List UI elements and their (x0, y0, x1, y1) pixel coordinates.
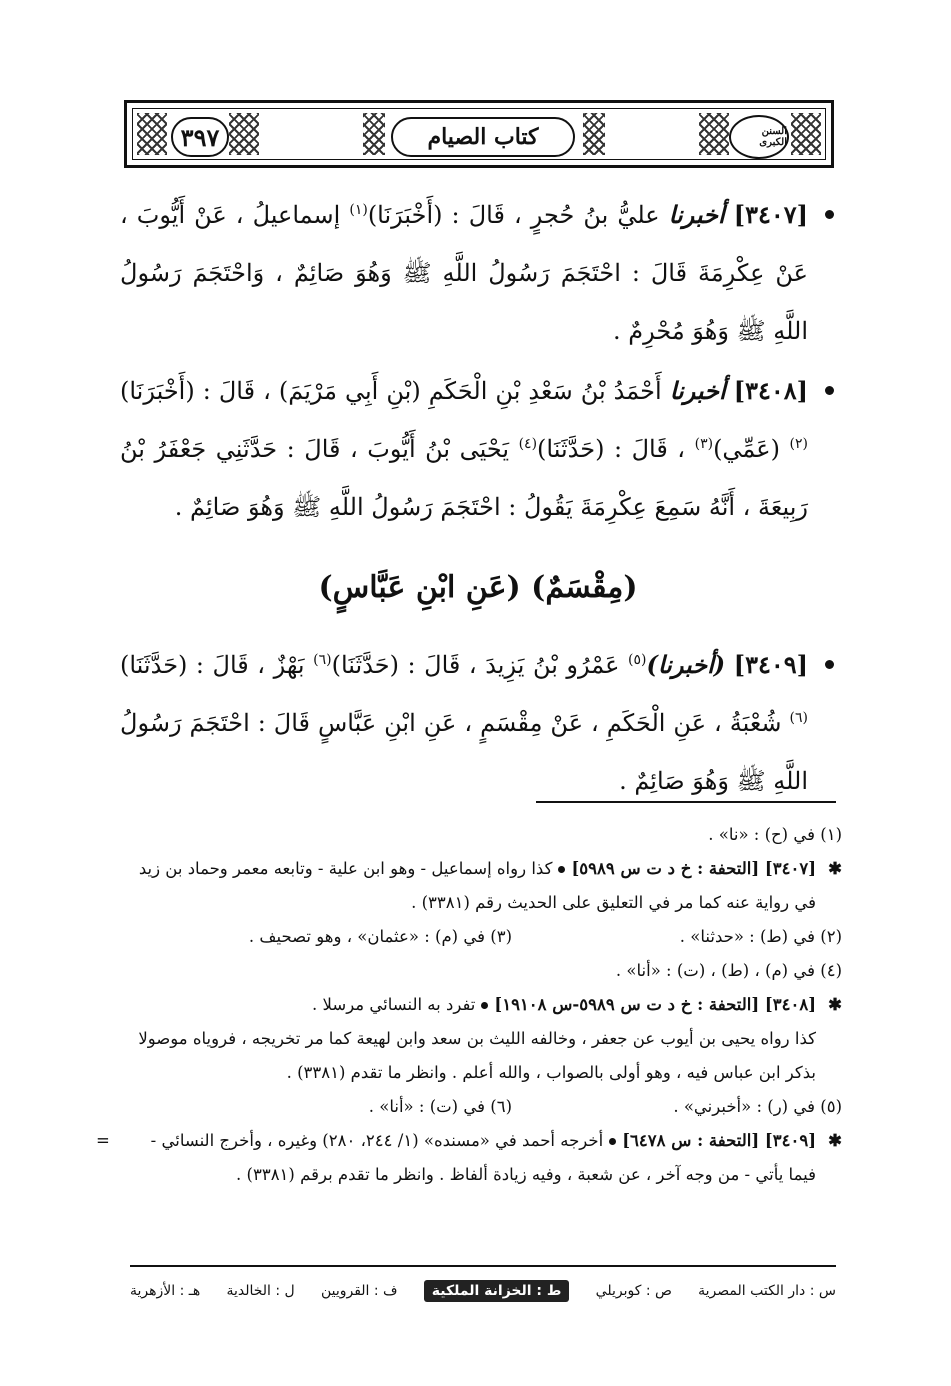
footnote-4: (٤) في (م) ، (ط) ، (ت) : «أنا» . (615, 961, 842, 980)
key-t: ط : الخزانة الملكية (424, 1280, 570, 1302)
isnad-text: (عَمِّي) (713, 435, 780, 463)
book-title: كتاب الصيام (391, 117, 575, 157)
page-number: ٣٩٧ (171, 117, 229, 157)
isnad-text: عَمْرُو بْنُ يَزِيدَ ، قَالَ : (حَدَّثَنَا) (331, 651, 620, 679)
star-icon: ✱ (828, 859, 842, 878)
star-icon: ✱ (828, 995, 842, 1014)
tuhfa-ref: [٣٤٠٩] [التحفة : س ٦٤٧٨] (622, 1131, 816, 1150)
series-emblem (729, 115, 789, 159)
hadith-number: [٣٤٠٧] (733, 200, 808, 229)
bullet (825, 386, 834, 395)
footnote-ref: (٦) (313, 652, 332, 668)
bullet (825, 210, 834, 219)
page-header (124, 100, 834, 168)
footnote-ref: (٢) (789, 436, 808, 452)
key-h: هـ : الأزهرية (130, 1283, 201, 1299)
continued-mark: = (96, 1131, 110, 1150)
footnote-ref: (٣) (694, 436, 714, 452)
isnad-opening: أخبرنا (668, 200, 725, 229)
isnad-text: بَهْزٌ ، قَالَ : (حَدَّثَنَا) (120, 651, 305, 679)
hadith-number: [٣٤٠٩] (733, 650, 808, 679)
hadith-3409 (120, 636, 836, 810)
key-l: ل : الخالدية (226, 1283, 295, 1299)
isnad-text: عليُّ بنُ حُجرٍ ، قَالَ : (أَخْبَرَنَا) (367, 201, 660, 229)
ornament-mid-right (583, 113, 605, 155)
isnad-text: أَحْمَدُ بْنُ سَعْدِ بْنِ الْحَكَمِ (بْنِ أَبِي مَرْيَمَ) ، قَالَ : (أَخْبَرَنَا) (120, 377, 662, 405)
hadith-3408 (120, 362, 836, 536)
matn-text: إسماعيلُ ، عَنْ أَيُّوبَ ، عَنْ عِكْرِمَةَ قَالَ : احْتَجَمَ رَسُولُ اللَّهِ ﷺ وَهُوَ صَائِمٌ ، وَاحْتَجَمَ رَسُولُ اللَّهِ ﷺ وَهُوَ مُحْرِمٌ . (120, 201, 808, 345)
takhrij-3408-body: كذا رواه يحيى بن أيوب عن جعفر ، وخالفه الليث بن سعد وابن لهيعة كما مر تخريجه ، فروياه موصولا بذكر ابن عباس فيه ، وهو أولى بالصواب ، والله أعلم . وانظر ما تقدم (٣٣٨١) . (138, 1029, 816, 1082)
footnote-ref: (٤) (518, 436, 538, 452)
dot-icon (609, 1138, 616, 1145)
ornament-right-outer (791, 113, 821, 155)
matn-text: يَحْيَى بْنُ أَيُّوبَ ، قَالَ : حَدَّثَنِي جَعْفَرُ بْنُ رَبِيعَةَ ، أَنَّهُ سَمِعَ عِكْرِمَةَ يَقُولُ : احْتَجَمَ رَسُولُ اللَّهِ ﷺ وَهُوَ صَائِمٌ . (120, 435, 808, 521)
tuhfa-ref: [٣٤٠٨] [التحفة : خ د ت س ٥٩٨٩-س ١٩١٠٨] (494, 995, 816, 1014)
ornament-right-inner (699, 113, 729, 155)
tuhfa-ref: [٣٤٠٧] [التحفة : خ د ت س ٥٩٨٩] (571, 859, 816, 878)
key-s: س : دار الكتب المصرية (698, 1283, 836, 1299)
footnote-5: (٥) في (ر) : «أخبرني» . (673, 1097, 842, 1116)
takhrij-text: تفرد به النسائي مرسلا . (312, 995, 476, 1014)
key-sad: ص : كوبريلي (595, 1283, 672, 1299)
footnote-3: (٣) في (م) : «عثمان» ، وهو تصحيف . (248, 927, 512, 946)
main-text (120, 186, 836, 812)
footnotes-5-6 (120, 1090, 842, 1124)
isnad-opening: أخبرنا (669, 376, 726, 405)
bullet (825, 660, 834, 669)
footer-separator (130, 1265, 836, 1267)
footnote-2: (٢) في (ط) : «حدثنا» . (679, 927, 842, 946)
footnote-6: (٦) في (ت) : «أنا» . (368, 1097, 512, 1116)
dot-icon (481, 1002, 488, 1009)
footnotes (96, 818, 842, 1192)
ornament-left-inner (229, 113, 259, 155)
hadith-3407 (120, 186, 836, 360)
footnote-ref: (٦) (789, 710, 809, 726)
ornament-mid-left (363, 113, 385, 155)
emblem-text: السنن الكبرى (759, 126, 787, 148)
manuscript-key (130, 1276, 836, 1306)
matn-text: شُعْبَةُ ، عَنِ الْحَكَمِ ، عَنْ مِقْسَمٍ ، عَنِ ابْنِ عَبَّاسٍ قَالَ : احْتَجَمَ رَسُولُ اللَّهِ ﷺ وَهُوَ صَائِمٌ . (120, 709, 808, 795)
footnote-separator (536, 801, 836, 803)
ornament-left-outer (137, 113, 167, 155)
footnote-ref: (١) (349, 202, 368, 218)
hadith-number: [٣٤٠٨] (733, 376, 808, 405)
footnotes-2-3 (120, 920, 842, 954)
section-heading: (مِقْسَمٌ) (عَنِ ابْنِ عَبَّاسٍ) (318, 570, 638, 605)
isnad-opening: (أخبرنا) (646, 650, 726, 679)
key-f: ف : القرويين (320, 1283, 398, 1299)
takhrij-text: كذا رواه إسماعيل - وهو ابن علية - وتابعه معمر وحماد بن زيد في رواية عنه كما مر في التعليق على الحديث رقم (٣٣٨١) . (138, 859, 816, 912)
takhrij-text: أخرجه أحمد في «مسنده» (١/ ٢٤٤، ٢٨٠) وغيره ، وأخرج النسائي - فيما يأتي - من وجه آخر ، عن شعبة ، وفيه زيادة ألفاظ . وانظر ما تقدم برقم (٣٣٨١) . (150, 1131, 816, 1184)
takhrij-3408 (120, 988, 842, 1022)
header-frame (132, 108, 826, 160)
footnote-1: (١) في (ح) : «نا» . (708, 825, 842, 844)
takhrij-3409 (96, 1124, 842, 1192)
star-icon: ✱ (828, 1131, 842, 1150)
takhrij-3407 (120, 852, 842, 920)
dot-icon (558, 866, 565, 873)
isnad-text: ، قَالَ : (حَدَّثَنَا) (537, 435, 686, 463)
footnote-ref: (٥) (628, 652, 647, 668)
